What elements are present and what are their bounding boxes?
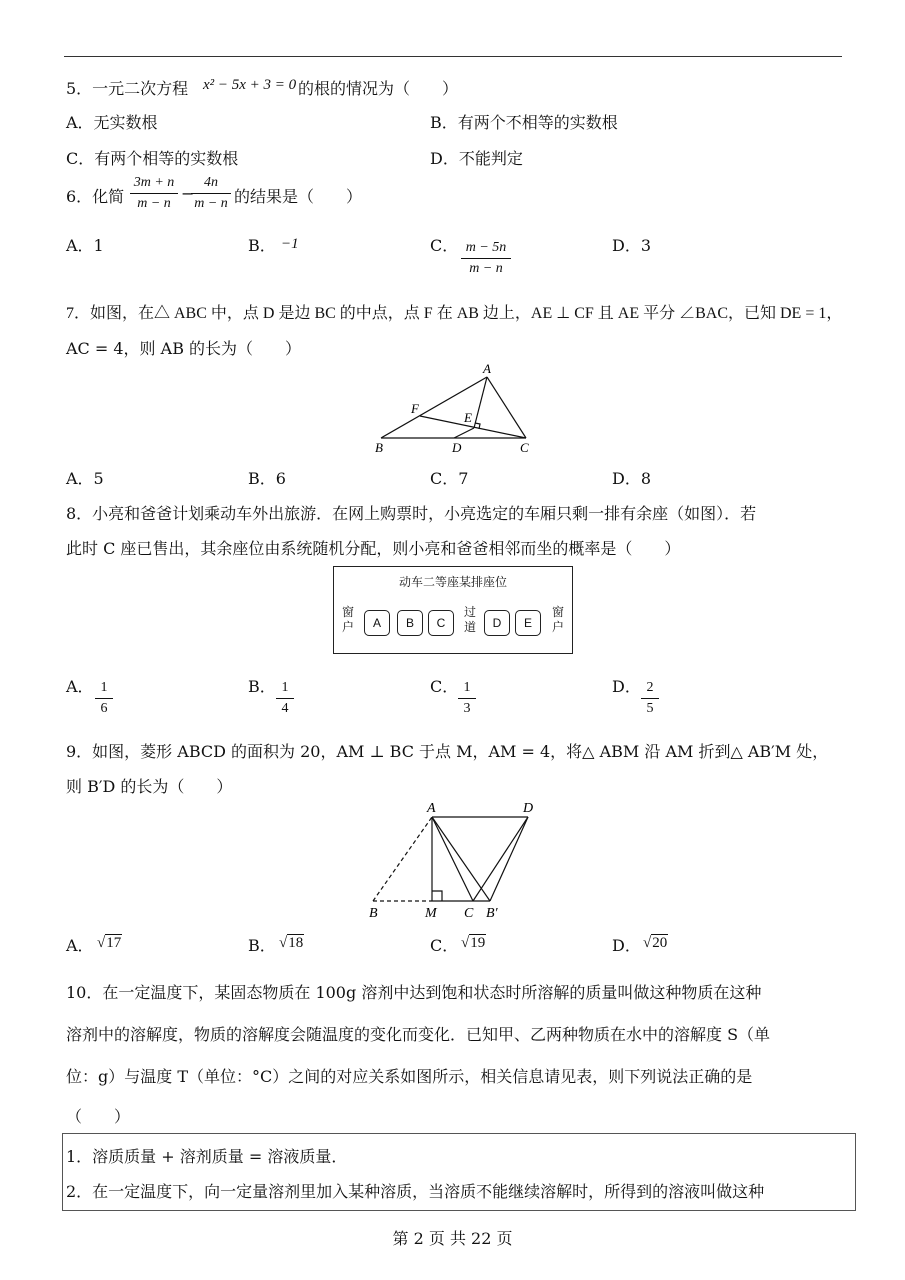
q6-fraction-1-denominator: m − n [137,196,171,211]
q6-fraction-2 [191,175,231,212]
q8-option-c-fraction [458,680,476,717]
q9-label-b-prime: B′ [486,906,498,921]
q8-option-c-denominator: 3 [463,701,471,716]
q7-segment-ae [474,377,487,428]
q9-stem-line-2: 则 B′D 的长为（ ） [66,777,233,796]
q10-stem-line-3: 位：g）与温度 T（单位：°C）之间的对应关系如图所示，相关信息请见表，则下列说法正确的是 [66,1067,753,1086]
q9-segment-ab-dashed [373,817,432,901]
q5-option-d[interactable]: D．不能判定 [430,149,523,168]
q6-option-c-label[interactable]: C． [430,236,459,255]
q9-option-b-label[interactable]: B． [248,936,276,955]
q8-option-b-fraction [276,680,294,717]
q7-option-c[interactable]: C．7 [430,469,469,488]
q9-option-d-sqrt: √20 [643,935,668,951]
q6-option-c-numerator: m − 5n [465,240,507,255]
q5-stem-suffix: 的根的情况为（ ） [298,79,459,98]
q8-option-d-denominator: 5 [646,701,654,716]
q6-option-c-denominator: m − n [469,261,503,276]
q9-option-c-sqrt: √19 [461,935,486,951]
q9-segment-dc [473,817,528,901]
q5-option-b[interactable]: B．有两个不相等的实数根 [430,113,618,132]
q8-seat-diagram [333,566,573,654]
q6-fraction-1 [130,175,178,212]
q9-option-d-label[interactable]: D． [612,936,641,955]
q7-segment-ac [487,377,526,438]
q7-label-f: F [411,401,419,416]
q10-info-item-1: 1．溶质质量 + 溶剂质量 = 溶液质量． [66,1147,348,1166]
q6-fraction-1-numerator: 3m + n [133,175,175,190]
q6-option-b-value: −1 [281,236,299,252]
q7-label-e: E [464,410,472,425]
q8-seat-b: B [397,610,423,636]
q10-info-table [62,1133,856,1211]
q7-label-b: B [375,440,383,455]
q7-option-d[interactable]: D．8 [612,469,652,488]
q8-option-a-label[interactable]: A． [66,677,94,696]
q8-stem-line-1: 8．小亮和爸爸计划乘动车外出旅游．在网上购票时，小亮选定的车厢只剩一排有余座（如图）．若 [66,504,757,523]
q9-option-c-label[interactable]: C． [430,936,459,955]
q8-window-label-right: 窗户 [551,605,564,634]
q6-option-d[interactable]: D．3 [612,236,652,255]
q8-seat-a: A [364,610,390,636]
q7-stem-line-1: 7．如图，在△ ABC 中，点 D 是边 BC 的中点，点 F 在 AB 边上，AE ⊥ CF 且 AE 平分 ∠BAC，已知 DE = 1， [66,305,843,322]
q6-option-c-fraction [461,240,511,277]
q8-option-b-numerator: 1 [281,680,289,695]
header-rule [64,56,842,57]
q10-stem-line-4: （ ） [66,1107,131,1126]
q8-option-d-fraction [641,680,659,717]
q8-option-c-label[interactable]: C． [430,677,459,696]
q9-option-d-radicand: 20 [652,935,668,951]
q6-fraction-2-numerator: 4n [204,175,218,190]
q9-option-b-sqrt: √18 [279,935,304,951]
q8-window-label-left: 窗户 [341,605,354,634]
q9-label-c: C [464,906,474,921]
q5-equation: x² − 5x + 3 = 0 [203,77,297,93]
q8-option-b-denominator: 4 [281,701,289,716]
q9-label-m: M [425,906,437,921]
q7-label-d: D [452,440,462,455]
q7-segment-de [454,428,474,438]
q10-info-item-2: 2．在一定温度下，向一定量溶剂里加入某种溶质，当溶质不能继续溶解时，所得到的溶液叫做这种 [66,1182,765,1201]
q8-seat-e: E [515,610,541,636]
q9-label-d: D [523,801,534,816]
q9-rhombus-figure [360,796,550,922]
q8-option-a-fraction [95,680,113,717]
q9-label-b: B [369,906,378,921]
q9-stem-line-1: 9．如图，菱形 ABCD 的面积为 20，AM ⊥ BC 于点 M，AM = 4，将△ ABM 沿 AM 折到△ AB′M 处， [66,742,829,761]
q8-option-a-numerator: 1 [100,680,108,695]
q10-stem-line-1: 10．在一定温度下，某固态物质在 100g 溶剂中达到饱和状态时所溶解的质量叫做这种物质在这种 [66,983,762,1002]
q9-option-c-radicand: 19 [470,935,486,951]
q6-option-b-label[interactable]: B． [248,236,276,255]
q9-label-a: A [427,801,436,816]
q7-label-c: C [520,440,529,455]
q6-stem-prefix: 6．化简 [66,187,125,206]
q6-minus-sign: − [181,184,195,203]
q8-option-a-denominator: 6 [100,701,108,716]
q10-stem-line-2: 溶剂中的溶解度，物质的溶解度会随温度的变化而变化．已知甲、乙两种物质在水中的溶解度 S（单 [66,1025,771,1044]
q9-option-a-sqrt: √17 [97,935,122,951]
q6-fraction-2-denominator: m − n [194,196,228,211]
q8-seat-d: D [484,610,510,636]
q7-option-a[interactable]: A．5 [66,469,104,488]
q8-option-b-label[interactable]: B． [248,677,276,696]
q8-seat-diagram-title: 动车二等座某排座位 [398,575,507,589]
q8-option-d-numerator: 2 [646,680,654,695]
q7-option-b[interactable]: B．6 [248,469,286,488]
q7-label-a: A [483,361,491,376]
page-footer: 第 2 页 共 22 页 [392,1229,513,1248]
q9-segment-d-b-prime [490,817,528,901]
q6-option-a[interactable]: A．1 [66,236,104,255]
q8-stem-line-2: 此时 C 座已售出，其余座位由系统随机分配，则小亮和爸爸相邻而坐的概率是（ ） [66,539,681,558]
q5-option-a[interactable]: A．无实数根 [66,113,158,132]
q8-option-c-numerator: 1 [463,680,471,695]
q7-segment-fc [420,416,526,438]
q8-aisle-label: 过道 [463,605,476,634]
q5-option-c[interactable]: C．有两个相等的实数根 [66,149,239,168]
q7-triangle-figure [370,360,540,456]
q8-seat-c: C [428,610,454,636]
q9-right-angle-mark [432,891,442,901]
q7-stem-line-2: AC = 4，则 AB 的长为（ ） [66,339,302,358]
q5-stem-prefix: 5．一元二次方程 [66,79,189,98]
q6-stem-suffix: 的结果是（ ） [234,187,363,206]
q9-option-b-radicand: 18 [288,935,304,951]
q9-option-a-label[interactable]: A． [66,936,94,955]
q9-option-a-radicand: 17 [106,935,122,951]
q9-segment-ac [432,817,473,901]
q8-option-d-label[interactable]: D． [612,677,641,696]
